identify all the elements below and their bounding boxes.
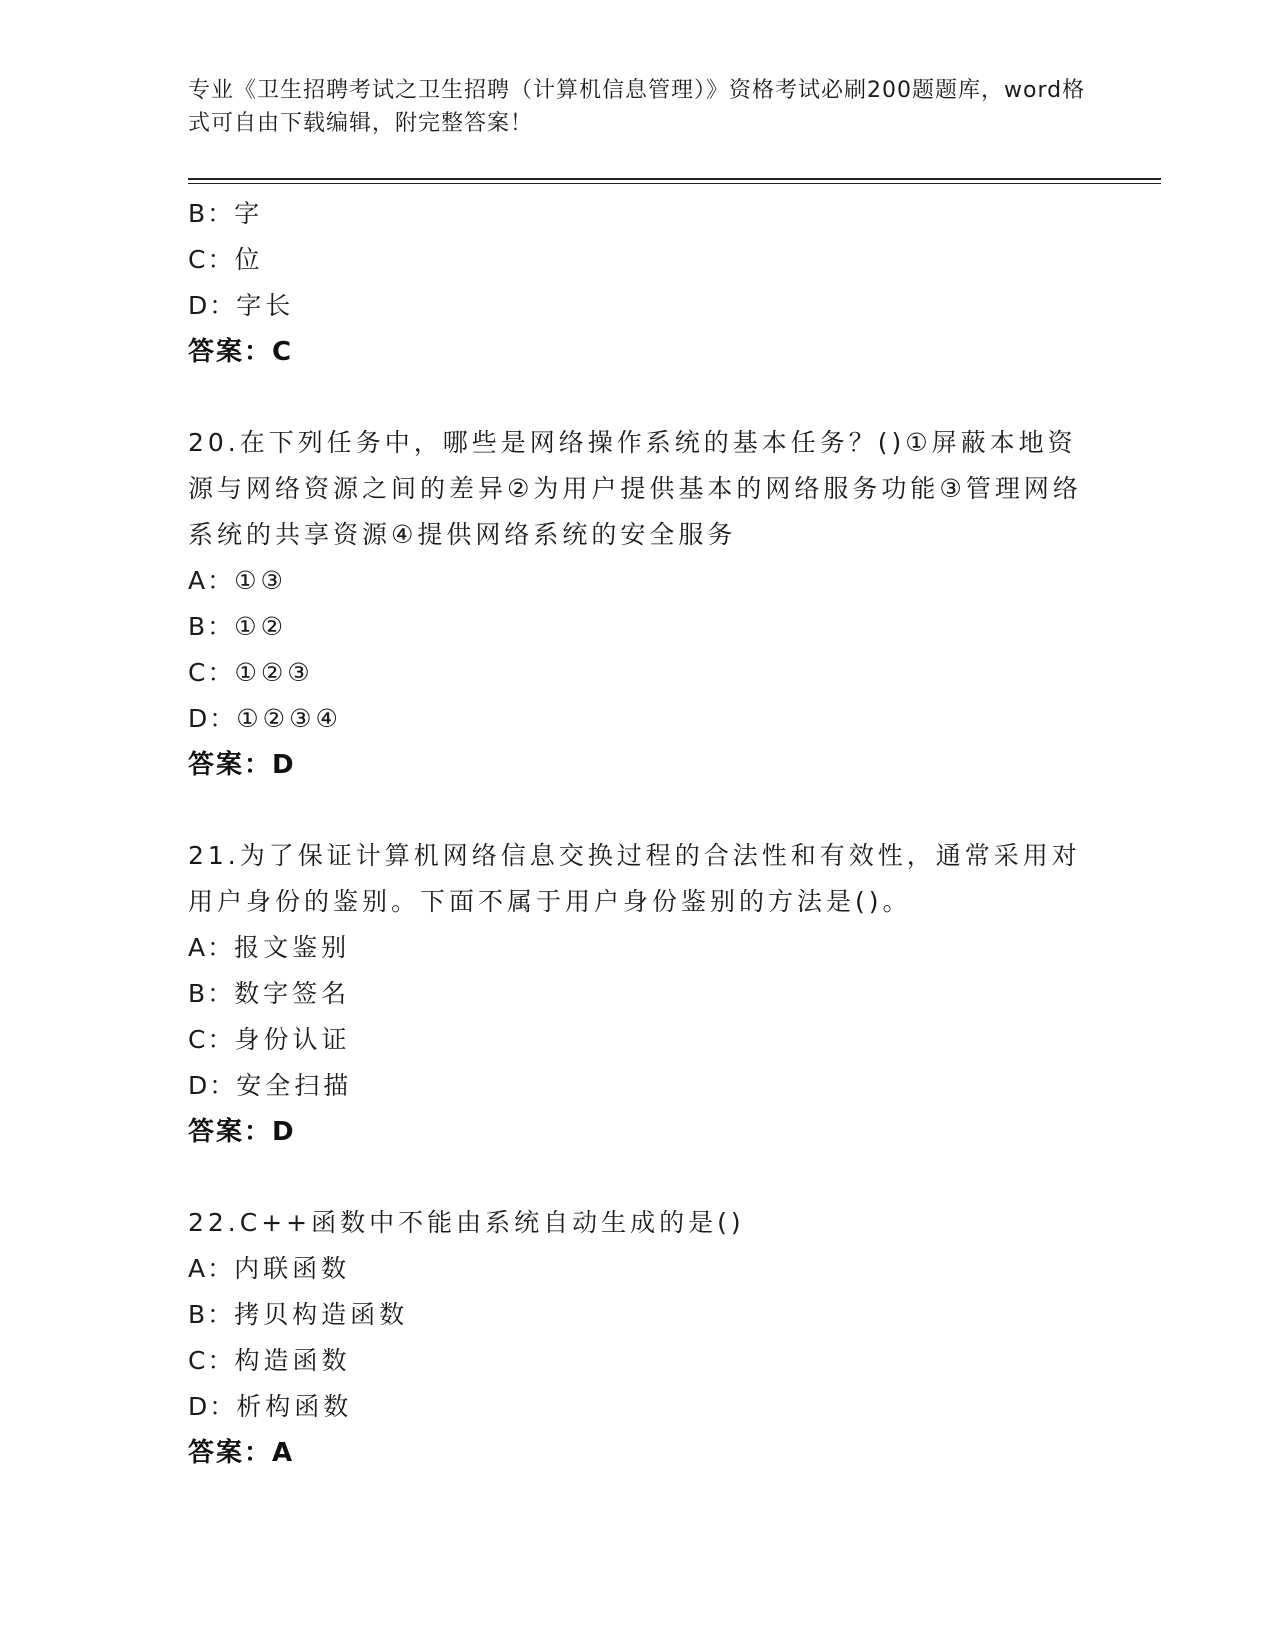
question-block-22 (188, 1200, 1088, 1476)
option-d: D：析构函数 (188, 1392, 353, 1421)
spacer (188, 788, 1088, 833)
option-b: B：字 (188, 199, 264, 228)
option-c: C：①②③ (188, 658, 314, 687)
header-divider (188, 178, 1161, 184)
question-block-20 (188, 420, 1088, 788)
prev-question-block (188, 191, 1088, 375)
option-b: B：拷贝构造函数 (188, 1300, 409, 1329)
question-text: 22.C++函数中不能由系统自动生成的是() (188, 1208, 745, 1237)
option-d: D：字长 (188, 291, 295, 320)
option-a: A：内联函数 (188, 1254, 351, 1283)
question-text: 20.在下列任务中，哪些是网络操作系统的基本任务？()①屏蔽本地资源与网络资源之间的差异②为用户提供基本的网络服务功能③管理网络系统的共享资源④提供网络系统的安全服务 (188, 428, 1082, 549)
answer-line: 答案：D (188, 1117, 296, 1147)
option-b: B：数字签名 (188, 979, 351, 1008)
question-text: 21.为了保证计算机网络信息交换过程的合法性和有效性，通常采用对用户身份的鉴别。下面不属于用户身份鉴别的方法是()。 (188, 841, 1081, 916)
answer-line: 答案：A (188, 1438, 295, 1468)
option-c: C：构造函数 (188, 1346, 351, 1375)
option-b: B：①② (188, 612, 287, 641)
spacer (188, 1155, 1088, 1200)
spacer (188, 375, 1088, 420)
option-a: A：①③ (188, 566, 287, 595)
option-c: C：位 (188, 245, 264, 274)
option-a: A：报文鉴别 (188, 933, 351, 962)
answer-line: 答案：C (188, 337, 294, 367)
document-header-title: 专业《卫生招聘考试之卫生招聘（计算机信息管理）》资格考试必刷200题题库，word格式可自由下载编辑，附完整答案！ (188, 78, 1086, 136)
question-list (188, 191, 1088, 1476)
option-d: D：①②③④ (188, 704, 342, 733)
question-block-21 (188, 833, 1088, 1155)
option-d: D：安全扫描 (188, 1071, 353, 1100)
option-c: C：身份认证 (188, 1025, 351, 1054)
answer-line: 答案：D (188, 750, 296, 780)
